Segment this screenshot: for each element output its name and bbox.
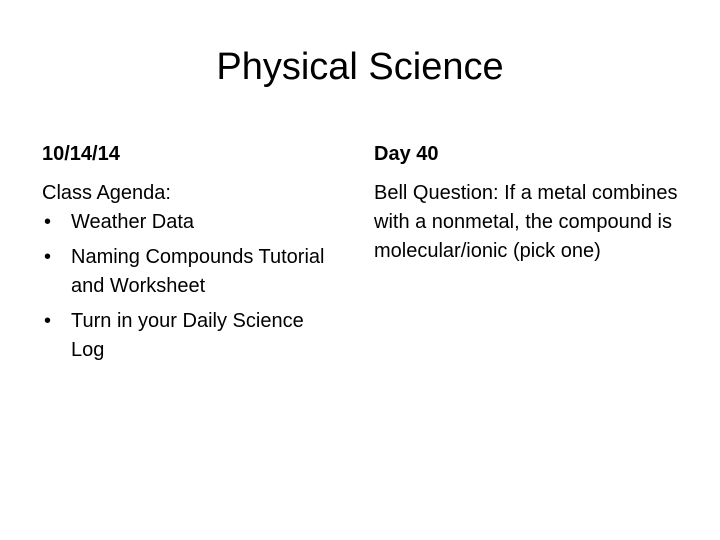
agenda-item-naming-compounds xyxy=(42,243,342,301)
bullet-icon: • xyxy=(44,310,52,332)
left-column xyxy=(42,140,342,371)
agenda-item-label: Weather Data xyxy=(71,211,195,233)
agenda-item-science-log xyxy=(42,307,342,365)
agenda-label: Class Agenda: xyxy=(42,182,171,204)
day-heading: Day 40 xyxy=(374,143,439,165)
right-column xyxy=(374,140,684,266)
bullet-icon: • xyxy=(44,211,52,233)
agenda-item-label: Naming Compounds Tutorial and Worksheet xyxy=(71,246,325,297)
agenda-item-label: Turn in your Daily Science Log xyxy=(71,310,304,361)
date-heading: 10/14/14 xyxy=(42,143,120,165)
agenda-item-weather xyxy=(42,208,342,237)
agenda-list xyxy=(42,208,342,365)
slide-title: Physical Science xyxy=(216,46,504,88)
bullet-icon: • xyxy=(44,246,52,268)
bell-question: Bell Question: If a metal combines with a nonmetal, the compound is molecular/ionic (pick one) xyxy=(374,182,678,262)
